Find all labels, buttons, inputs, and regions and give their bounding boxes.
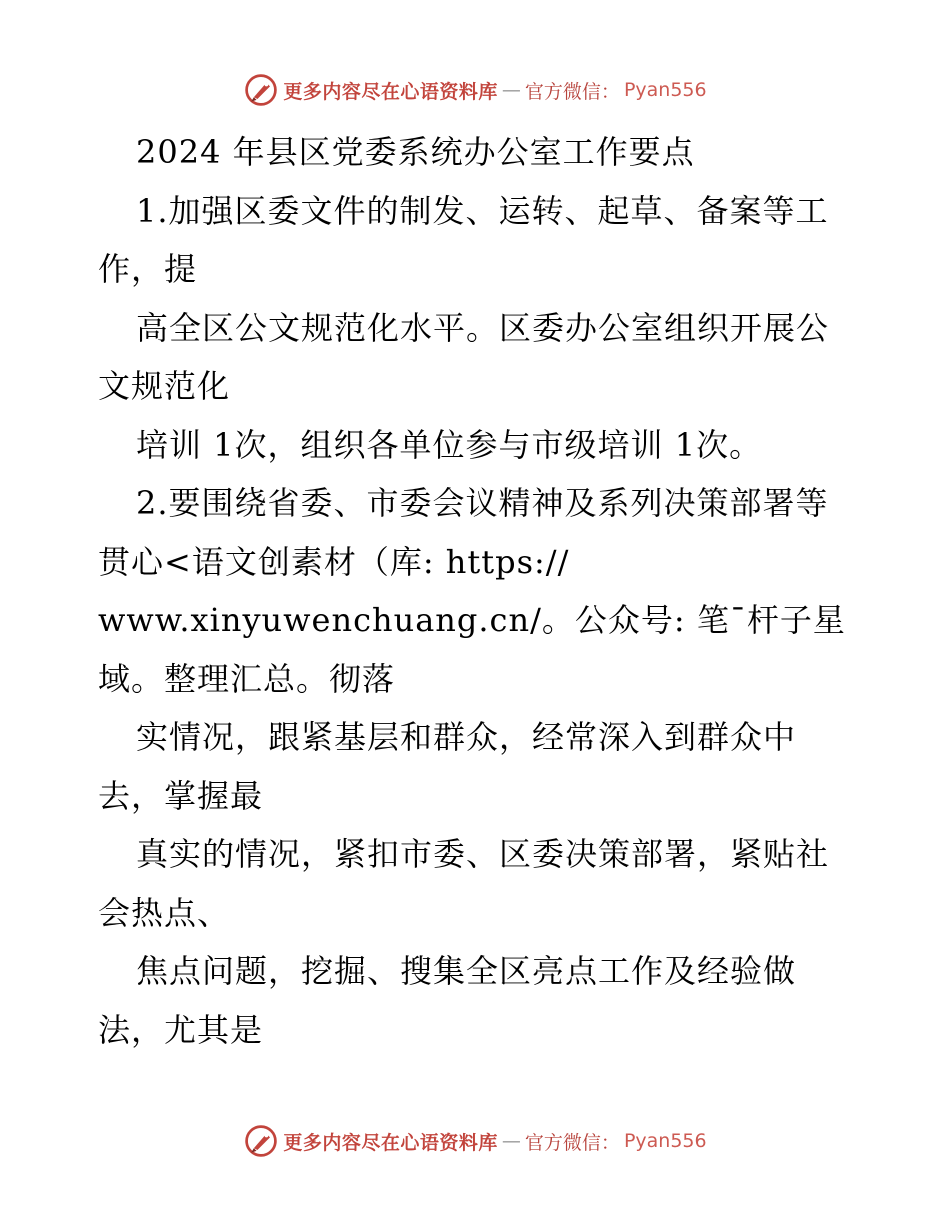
watermark-label: 官方微信：: [524, 1131, 620, 1154]
watermark-main-text: 更多内容尽在心语资料库: [283, 80, 498, 103]
paragraph-line: 焦点问题，挖掘、搜集全区亮点工作及经验做: [136, 952, 797, 990]
paragraph-line: 真实的情况，紧扣市委、区委决策部署，紧贴社: [136, 835, 830, 873]
paragraph-line: 培训 1次，组织各单位参与市级培训 1次。: [136, 425, 763, 464]
watermark-label: 官方微信：: [524, 80, 620, 103]
watermark-separator: —: [501, 1130, 521, 1152]
paragraph-line: 实情况，跟紧基层和群众，经常深入到群众中: [136, 718, 797, 756]
document-title: 2024 年县区党委系统办公室工作要点: [136, 133, 695, 171]
footer-watermark: [0, 1123, 950, 1159]
paragraph-line: 贯心<语文创素材（库: https://: [98, 542, 570, 581]
paragraph-line: 作，提: [98, 250, 198, 288]
paragraph-line: 2.要围绕省委、市委会议精神及系列决策部署等: [136, 484, 829, 522]
paragraph-line: 域。整理汇总。彻落: [98, 659, 396, 698]
watermark-wechat-id: Pyan556: [623, 1130, 707, 1152]
watermark-main-text: 更多内容尽在心语资料库: [283, 1131, 498, 1154]
paragraph-line: 1.加强区委文件的制发、运转、起草、备案等工: [136, 191, 829, 230]
paragraph-line: 去，掌握最: [98, 776, 264, 815]
watermark-wechat-id: Pyan556: [623, 79, 707, 101]
document-body: [98, 123, 858, 1059]
paragraph-line: 高全区公文规范化水平。区委办公室组织开展公: [136, 308, 830, 347]
paragraph-line: 会热点、: [98, 893, 231, 932]
paragraph-line: 法，尤其是: [98, 1010, 264, 1049]
watermark-separator: —: [501, 79, 521, 101]
pen-nib-logo-icon: [243, 72, 279, 108]
paragraph-line: www.xinyuwenchuang.cn/。公众号: 笔¯杆子星: [98, 601, 846, 639]
paragraph-line: 文规范化: [98, 367, 231, 405]
header-watermark: [0, 72, 950, 108]
pen-nib-logo-icon: [243, 1123, 279, 1159]
